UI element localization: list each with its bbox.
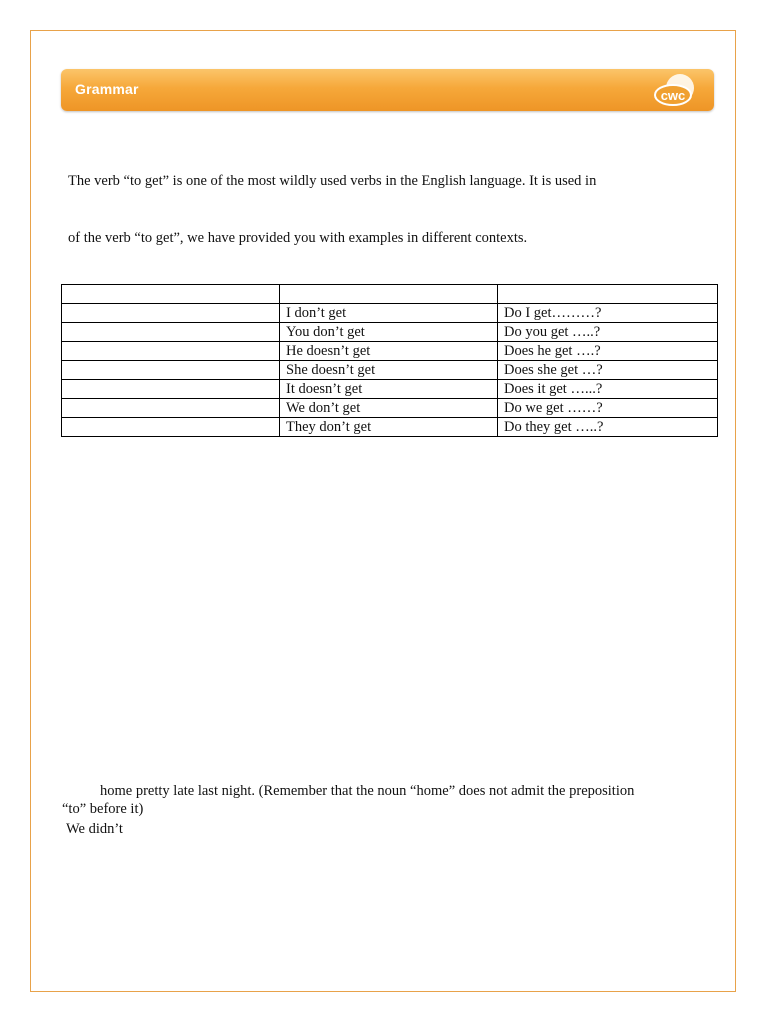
- table-cell: They don’t get: [280, 418, 498, 437]
- table-cell: She doesn’t get: [280, 361, 498, 380]
- grammar-banner: [61, 69, 714, 111]
- table-row: [62, 399, 718, 418]
- cwc-logo-icon: [652, 72, 698, 108]
- banner-title: Grammar: [75, 81, 139, 97]
- table-cell: [62, 418, 280, 437]
- intro-line-1: The verb “to get” is one of the most wildly used verbs in the English language. It is used in: [68, 173, 597, 189]
- table-cell: Do I get………?: [498, 304, 718, 323]
- svg-text:cwc: cwc: [660, 88, 686, 103]
- table-cell: It doesn’t get: [280, 380, 498, 399]
- table-cell: I don’t get: [280, 304, 498, 323]
- table-cell: We don’t get: [280, 399, 498, 418]
- table-cell: [62, 361, 280, 380]
- table-cell: [62, 399, 280, 418]
- table-row: [62, 342, 718, 361]
- negative-interrogative-table: [61, 284, 718, 437]
- table-row: [62, 304, 718, 323]
- table-row: [62, 361, 718, 380]
- example-line-3: We didn’t: [66, 821, 123, 837]
- table-cell: You don’t get: [280, 323, 498, 342]
- table-cell: [280, 285, 498, 304]
- table-cell: [498, 285, 718, 304]
- table-cell: [62, 342, 280, 361]
- table-cell: He doesn’t get: [280, 342, 498, 361]
- table-cell: Does she get …?: [498, 361, 718, 380]
- table-cell: [62, 323, 280, 342]
- table-cell: [62, 304, 280, 323]
- table-cell: Do you get …..?: [498, 323, 718, 342]
- table-cell: Does he get ….?: [498, 342, 718, 361]
- table-cell: Does it get …...?: [498, 380, 718, 399]
- table-row: [62, 380, 718, 399]
- intro-line-2: of the verb “to get”, we have provided you with examples in different contexts.: [68, 230, 528, 246]
- table-row: [62, 418, 718, 437]
- table-cell: [62, 285, 280, 304]
- table-cell: Do we get ……?: [498, 399, 718, 418]
- table-cell: Do they get …..?: [498, 418, 718, 437]
- example-line-2: “to” before it): [62, 801, 144, 817]
- table-header-row: [62, 285, 718, 304]
- example-line-1: home pretty late last night. (Remember that the noun “home” does not admit the preposition: [100, 783, 635, 799]
- table-cell: [62, 380, 280, 399]
- table-row: [62, 323, 718, 342]
